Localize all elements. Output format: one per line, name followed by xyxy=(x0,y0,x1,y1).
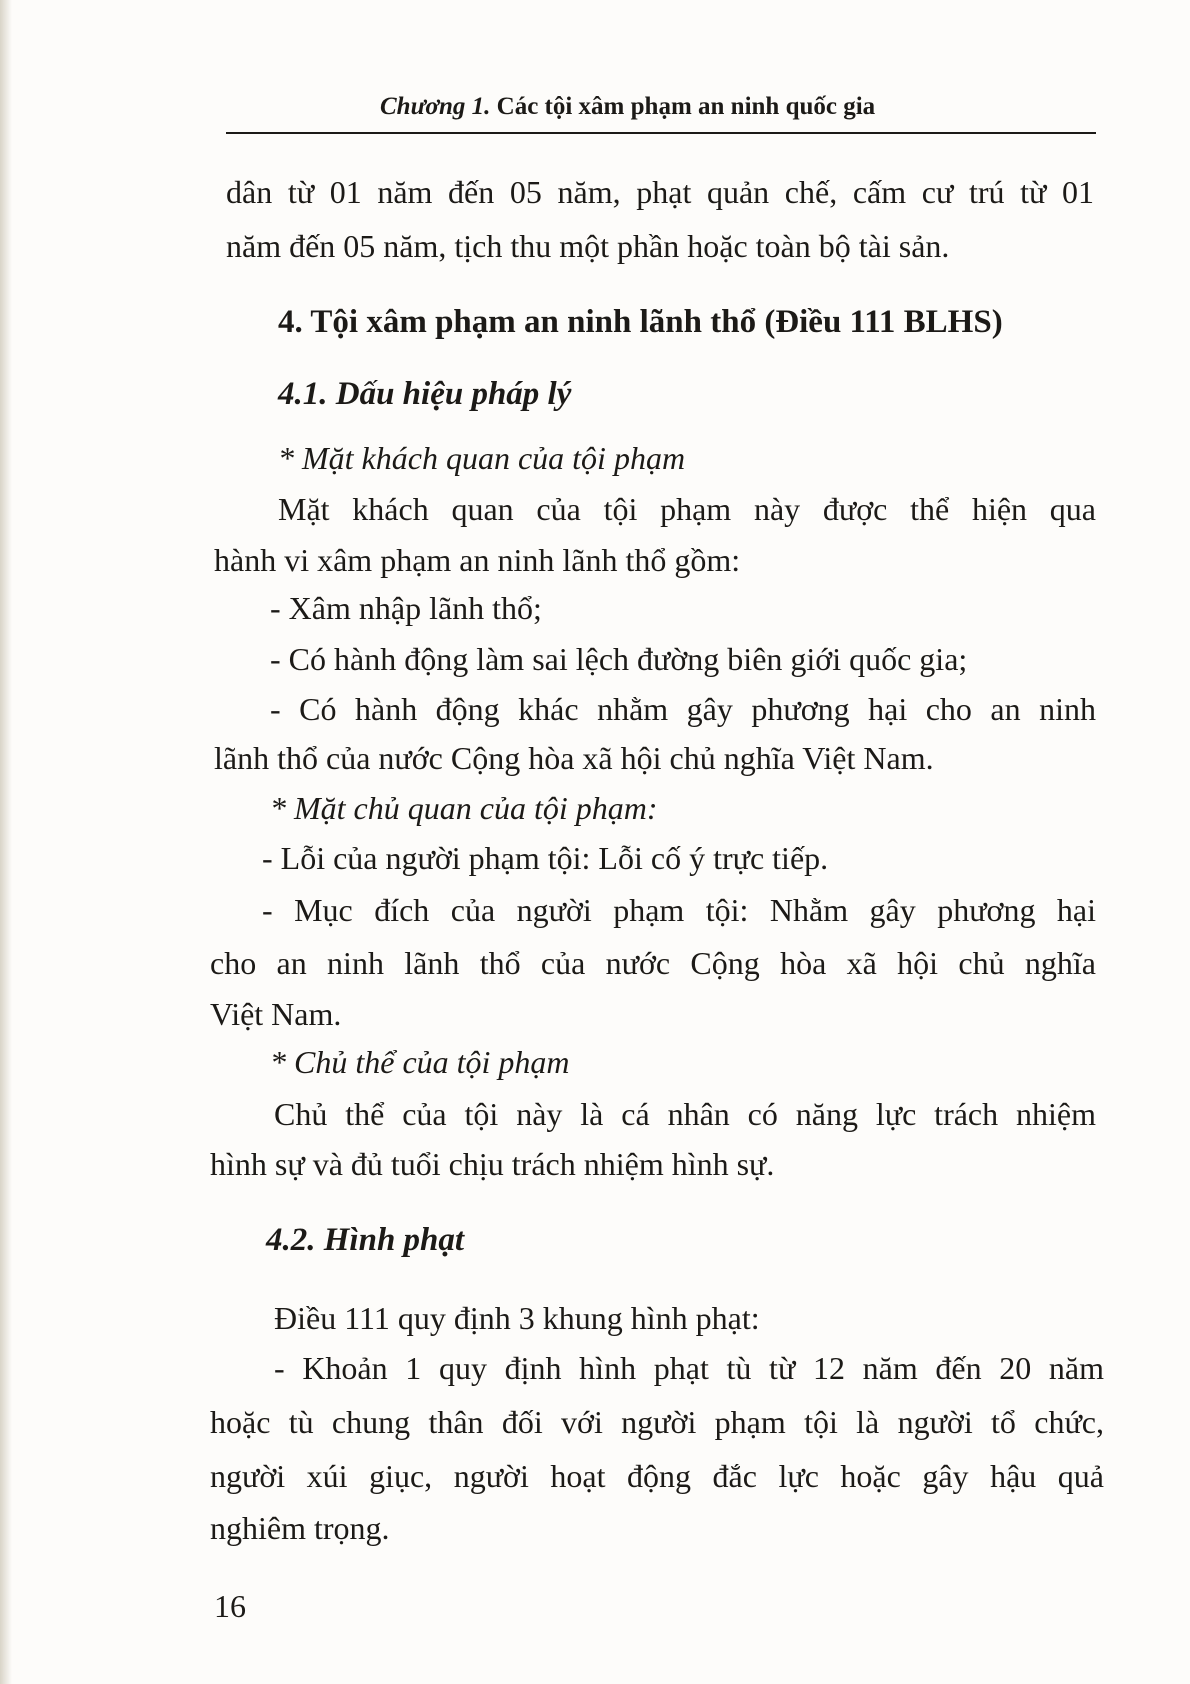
running-header xyxy=(380,93,875,121)
body-line: hoặc tù chung thân đối với người phạm tội là người tổ chức, xyxy=(210,1404,1104,1440)
body-line: Việt Nam. xyxy=(210,996,342,1032)
page-edge-shadow xyxy=(0,0,12,1684)
list-item: - Có hành động khác nhằm gây phương hại cho an ninh xyxy=(270,691,1096,727)
subject-heading: * Chủ thể của tội phạm xyxy=(270,1044,570,1080)
body-line: cho an ninh lãnh thổ của nước Cộng hòa xã hội chủ nghĩa xyxy=(210,945,1096,981)
list-item: - Mục đích của người phạm tội: Nhằm gây phương hại xyxy=(262,892,1096,928)
body-line: Chủ thể của tội này là cá nhân có năng lực trách nhiệm xyxy=(274,1096,1096,1132)
subjective-heading: * Mặt chủ quan của tội phạm: xyxy=(270,790,658,826)
subsection-heading: 4.2. Hình phạt xyxy=(266,1222,465,1258)
body-line: hình sự và đủ tuổi chịu trách nhiệm hình sự. xyxy=(210,1146,775,1182)
list-item: - Xâm nhập lãnh thổ; xyxy=(270,590,542,626)
subsection-heading: 4.1. Dấu hiệu pháp lý xyxy=(278,376,572,412)
list-item: - Có hành động làm sai lệch đường biên giới quốc gia; xyxy=(270,641,968,677)
body-line: năm đến 05 năm, tịch thu một phần hoặc toàn bộ tài sản. xyxy=(226,228,950,264)
body-line: lãnh thổ của nước Cộng hòa xã hội chủ nghĩa Việt Nam. xyxy=(214,740,934,776)
body-line: hành vi xâm phạm an ninh lãnh thổ gồm: xyxy=(214,542,741,578)
page-number: 16 xyxy=(214,1588,246,1624)
body-line: dân từ 01 năm đến 05 năm, phạt quản chế, cấm cư trú từ 01 xyxy=(226,174,1094,210)
objective-heading: * Mặt khách quan của tội phạm xyxy=(278,440,686,476)
body-line: nghiêm trọng. xyxy=(210,1510,390,1546)
list-item: - Lỗi của người phạm tội: Lỗi cố ý trực tiếp. xyxy=(262,840,829,876)
chapter-title: Các tội xâm phạm an ninh quốc gia xyxy=(496,93,876,120)
body-line: Mặt khách quan của tội phạm này được thể hiện qua xyxy=(278,491,1096,527)
header-rule xyxy=(226,132,1096,134)
chapter-label: Chương 1. xyxy=(380,93,491,120)
list-item: - Khoản 1 quy định hình phạt tù từ 12 năm đến 20 năm xyxy=(274,1350,1104,1386)
body-line: người xúi giục, người hoạt động đắc lực hoặc gây hậu quả xyxy=(210,1458,1104,1494)
body-line: Điều 111 quy định 3 khung hình phạt: xyxy=(274,1300,760,1336)
section-heading: 4. Tội xâm phạm an ninh lãnh thổ (Điều 111 BLHS) xyxy=(278,304,1003,340)
